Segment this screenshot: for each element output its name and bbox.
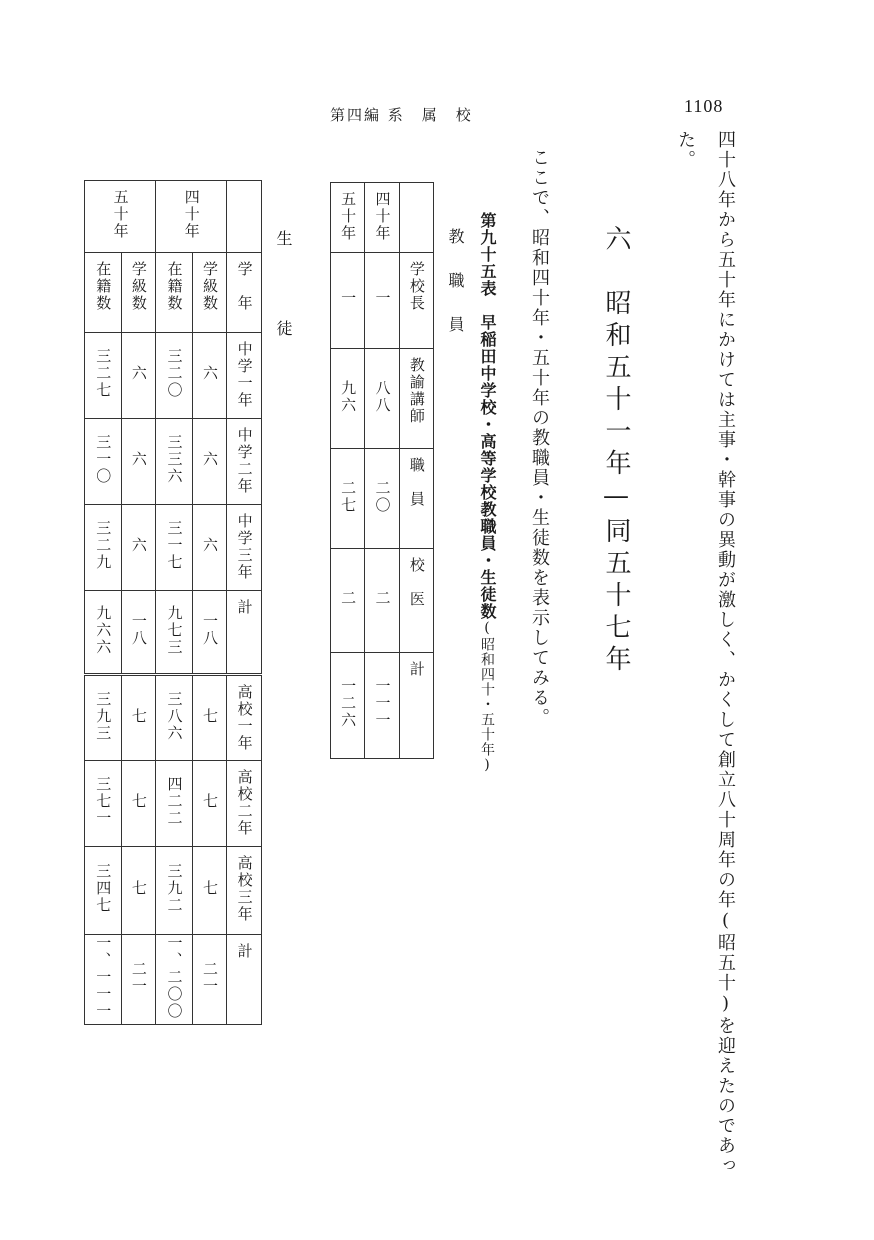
student-enrolled-cell: 九六六 xyxy=(85,591,122,675)
student-enrolled-cell: 三三六 xyxy=(156,419,193,505)
student-col-header: 高校一年 xyxy=(227,675,262,761)
student-corner-label: 学 年 xyxy=(227,253,262,333)
staff-table xyxy=(330,182,434,759)
intro-text: ここで、昭和四十年・五十年の教職員・生徒数を表示してみる。 xyxy=(529,148,550,728)
staff-value-cell: 八八 xyxy=(365,349,399,449)
student-classes-cell: 七 xyxy=(121,675,156,761)
student-classes-cell: 一八 xyxy=(121,591,156,675)
student-year-cell: 五十年 xyxy=(85,181,156,253)
student-classes-cell: 六 xyxy=(121,333,156,419)
student-classes-cell: 六 xyxy=(121,419,156,505)
staff-value-cell: 二七 xyxy=(331,449,365,549)
student-row-label: 在籍数 xyxy=(85,253,122,333)
student-classes-cell: 二一 xyxy=(121,935,156,1025)
student-classes-cell: 七 xyxy=(192,847,227,935)
student-classes-cell: 六 xyxy=(192,419,227,505)
student-classes-cell: 七 xyxy=(192,761,227,847)
student-row-label: 学級数 xyxy=(121,253,156,333)
staff-col-header: 職 員 xyxy=(399,449,433,549)
student-col-header: 計 xyxy=(227,591,262,675)
staff-col-header: 教諭講師 xyxy=(399,349,433,449)
table-caption-main: 第九十五表 早稲田中学校・高等学校教職員・生徒数 xyxy=(478,212,497,620)
paragraph-line-2: た。 xyxy=(675,130,696,170)
student-classes-cell: 七 xyxy=(121,847,156,935)
staff-value-cell: 一 xyxy=(365,253,399,349)
staff-year-cell: 四十年 xyxy=(365,183,399,253)
student-enrolled-cell: 九七三 xyxy=(156,591,193,675)
student-classes-cell: 六 xyxy=(192,333,227,419)
staff-value-cell: 九六 xyxy=(331,349,365,449)
student-enrolled-cell: 三四七 xyxy=(85,847,122,935)
student-enrolled-cell: 三一〇 xyxy=(85,419,122,505)
student-corner-cell xyxy=(227,181,262,253)
student-col-header: 高校三年 xyxy=(227,847,262,935)
student-enrolled-cell: 三八六 xyxy=(156,675,193,761)
student-col-header: 中学三年 xyxy=(227,505,262,591)
paragraph-line-1: 四十八年から五十年にかけては主事・幹事の異動が激しく、かくして創立八十周年の年(昭五十)を迎えたのであっ xyxy=(715,130,736,1176)
student-classes-cell: 七 xyxy=(192,675,227,761)
student-enrolled-cell: 三二〇 xyxy=(156,333,193,419)
staff-value-cell: 一二六 xyxy=(331,653,365,759)
student-enrolled-cell: 三一七 xyxy=(156,505,193,591)
student-row-label: 学級数 xyxy=(192,253,227,333)
student-enrolled-cell: 一、一一一 xyxy=(85,935,122,1025)
table-caption-sub: (昭和四十・五十年) xyxy=(479,620,495,774)
staff-value-cell: 二 xyxy=(331,549,365,653)
student-enrolled-cell: 三九三 xyxy=(85,675,122,761)
student-enrolled-cell: 三二七 xyxy=(85,333,122,419)
student-col-header: 計 xyxy=(227,935,262,1025)
student-col-header: 中学二年 xyxy=(227,419,262,505)
student-classes-cell: 六 xyxy=(192,505,227,591)
staff-value-cell: 一 xyxy=(331,253,365,349)
student-table xyxy=(84,180,262,1025)
student-row-label: 在籍数 xyxy=(156,253,193,333)
staff-corner-cell xyxy=(399,183,433,253)
student-enrolled-cell: 三二九 xyxy=(85,505,122,591)
student-label: 生 徒 xyxy=(274,230,293,350)
page-number: 1108 xyxy=(684,96,724,116)
student-classes-cell: 七 xyxy=(121,761,156,847)
student-classes-cell: 二一 xyxy=(192,935,227,1025)
student-classes-cell: 一八 xyxy=(192,591,227,675)
staff-col-header: 計 xyxy=(399,653,433,759)
staff-label: 教 職 員 xyxy=(446,228,465,338)
staff-col-header: 校 医 xyxy=(399,549,433,653)
staff-value-cell: 二 xyxy=(365,549,399,653)
staff-value-cell: 二〇 xyxy=(365,449,399,549)
student-col-header: 高校二年 xyxy=(227,761,262,847)
running-header: 第四編 系 属 校 xyxy=(330,106,473,124)
student-enrolled-cell: 三七一 xyxy=(85,761,122,847)
student-enrolled-cell: 一、二〇〇 xyxy=(156,935,193,1025)
section-heading: 六 昭和五十一年—同五十七年 xyxy=(601,225,631,677)
student-col-header: 中学一年 xyxy=(227,333,262,419)
student-enrolled-cell: 三九二 xyxy=(156,847,193,935)
student-enrolled-cell: 四二二 xyxy=(156,761,193,847)
staff-col-header: 学校長 xyxy=(399,253,433,349)
table-caption xyxy=(476,212,499,774)
staff-value-cell: 一一一 xyxy=(365,653,399,759)
staff-year-cell: 五十年 xyxy=(331,183,365,253)
student-year-cell: 四十年 xyxy=(156,181,227,253)
student-classes-cell: 六 xyxy=(121,505,156,591)
